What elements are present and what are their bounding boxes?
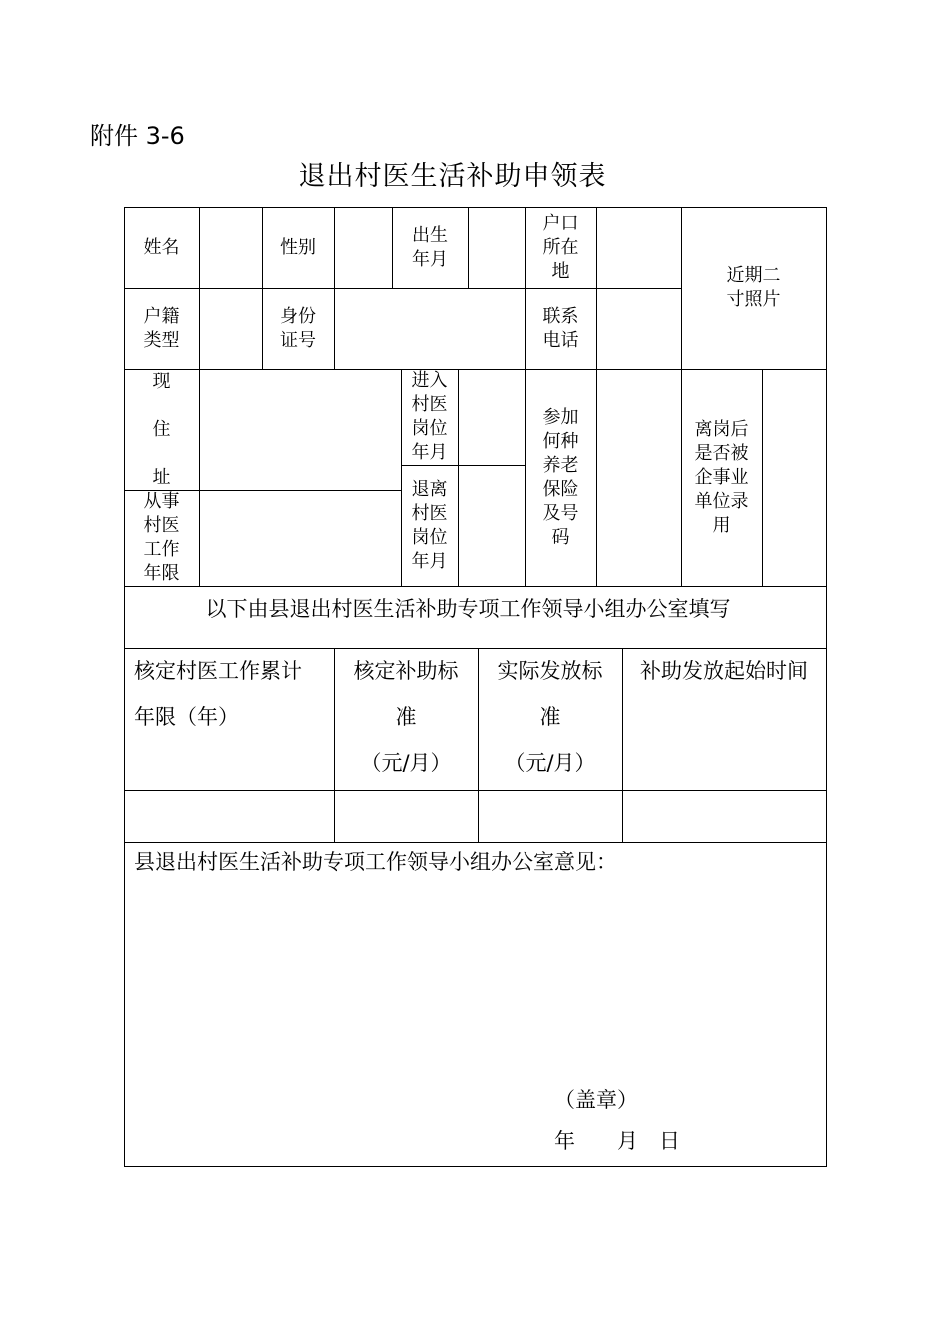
start-time-header: 补助发放起始时间: [640, 659, 808, 683]
name-label: 姓名: [143, 236, 180, 258]
opinion-label: 县退出村医生活补助专项工作领导小组办公室意见：: [134, 850, 617, 874]
birth-date-label: 出生年月: [412, 224, 448, 270]
annex-label: 附件 3-6: [90, 122, 185, 150]
hukou-type-label: 户籍类型: [143, 305, 180, 351]
enter-date-field[interactable]: [458, 369, 525, 465]
phone-field[interactable]: [596, 288, 681, 369]
form-title: 退出村医生活补助申领表: [298, 161, 607, 192]
name-field[interactable]: [199, 207, 262, 288]
id-number-field[interactable]: [334, 288, 525, 369]
verified-years-field[interactable]: [124, 790, 334, 842]
enter-date-label: 进入村医岗位年月: [411, 370, 448, 463]
hukou-location-label: 户口所在地: [542, 212, 579, 282]
employed-field[interactable]: [762, 369, 826, 586]
actual-standard-header: 实际发放标 准 （元/月）: [497, 659, 603, 775]
seal-label: （盖章）: [554, 1088, 638, 1112]
address-label: 现住址: [152, 370, 171, 488]
birth-date-field[interactable]: [468, 207, 525, 288]
leave-date-label: 退离村医岗位年月: [411, 478, 448, 572]
employed-label: 离岗后是否被企事业单位录用: [694, 418, 749, 536]
work-years-label: 从事村医工作年限: [143, 491, 180, 584]
date-label: 年 月 日: [554, 1129, 680, 1153]
hukou-location-field[interactable]: [596, 207, 681, 288]
verified-years-header: 核定村医工作累计 年限（年）: [134, 659, 302, 729]
office-fill-note: 以下由县退出村医生活补助专项工作领导小组办公室填写: [205, 597, 731, 621]
photo-box[interactable]: 近期二寸照片: [726, 265, 781, 310]
id-number-label: 身份证号: [280, 305, 316, 351]
leave-date-field[interactable]: [458, 465, 525, 586]
gender-field[interactable]: [334, 207, 392, 288]
work-years-field[interactable]: [199, 490, 401, 586]
start-time-field[interactable]: [622, 790, 826, 842]
actual-standard-field[interactable]: [478, 790, 622, 842]
table-line: [124, 1166, 826, 1167]
subsidy-standard-header: 核定补助标 准 （元/月）: [353, 659, 459, 775]
subsidy-standard-field[interactable]: [334, 790, 478, 842]
table-line: [826, 207, 827, 1167]
application-form-table: [124, 207, 827, 1167]
pension-label: 参加何种养老保险及号码: [542, 406, 579, 548]
table-line: [124, 842, 826, 843]
gender-label: 性别: [280, 236, 316, 258]
opinion-field[interactable]: [124, 882, 826, 1082]
hukou-type-field[interactable]: [199, 288, 262, 369]
pension-field[interactable]: [596, 369, 681, 586]
phone-label: 联系电话: [542, 305, 579, 351]
address-field[interactable]: [199, 369, 401, 490]
